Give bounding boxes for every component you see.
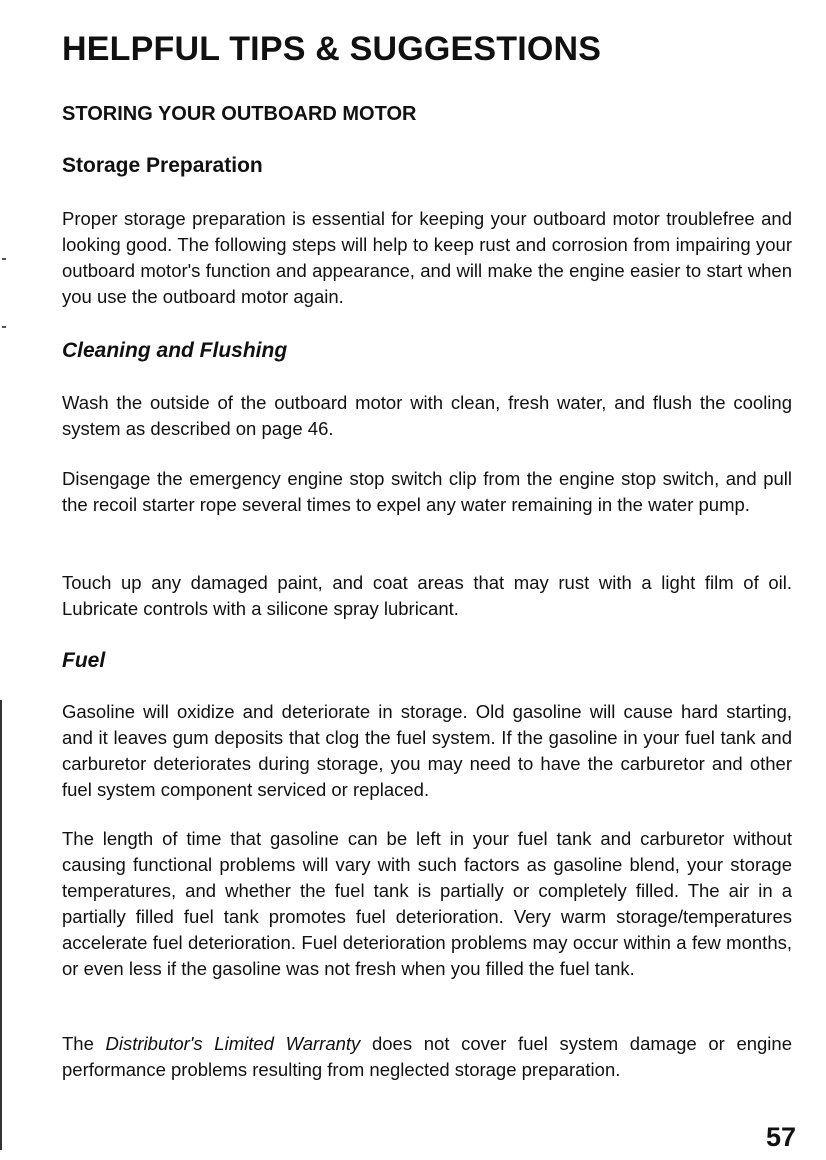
fuel-paragraph-2: The length of time that gasoline can be left in your fuel tank and carburetor without causing functional problems will vary with such factors as gasoline blend, your storage temperatures, and whether the fuel tank is partially or completely filled. The air in a partially filled fuel tank promotes fuel deterioration. Very warm storage/temperatures accelerate fuel deterioration. Fuel deterioration problems may occur within a few months, or even less if the gasoline was not fresh when you filled the fuel tank. <box>62 828 792 979</box>
cleaning-flushing-heading: Cleaning and Flushing <box>62 339 288 362</box>
page-edge-mark <box>2 326 6 328</box>
section-title: STORING YOUR OUTBOARD MOTOR <box>62 103 417 125</box>
cleaning-paragraph-2: Disengage the emergency engine stop switch clip from the engine stop switch, and pull the recoil starter rope several times to expel any water remaining in the water pump. <box>62 468 792 515</box>
storage-preparation-paragraph: Proper storage preparation is essential for keeping your outboard motor troublefree and looking good. The following steps will help to keep rust and corrosion from impairing your outboard motor's function and appearance, and will make the engine easier to start when you use the outboard motor again. <box>62 208 792 307</box>
page-title: HELPFUL TIPS & SUGGESTIONS <box>62 30 602 68</box>
cleaning-paragraph-3: Touch up any damaged paint, and coat areas that may rust with a light film of oil. Lubricate controls with a silicone spray lubricant. <box>62 572 792 619</box>
page-edge-line <box>0 700 2 1150</box>
fuel-paragraph-1: Gasoline will oxidize and deteriorate in storage. Old gasoline will cause hard starting, and it leaves gum deposits that clog the fuel system. If the gasoline in your fuel tank and carburetor deteriorates during storage, you may need to have the carburetor and other fuel system component serviced or replaced. <box>62 701 792 800</box>
warranty-suffix: does not cover fuel system damage or engine performance problems resulting from neglected storage preparation. <box>62 1033 792 1080</box>
manual-page <box>62 0 792 1160</box>
fuel-heading: Fuel <box>62 649 106 672</box>
warranty-prefix: The <box>62 1033 106 1054</box>
page-edge-mark <box>2 258 6 260</box>
warranty-name: Distributor's Limited Warranty <box>105 1033 361 1054</box>
page-number: 57 <box>765 1122 796 1152</box>
warranty-paragraph <box>62 1031 792 1083</box>
cleaning-paragraph-1: Wash the outside of the outboard motor with clean, fresh water, and flush the cooling system as described on page 46. <box>62 392 792 439</box>
storage-preparation-heading: Storage Preparation <box>62 154 263 177</box>
